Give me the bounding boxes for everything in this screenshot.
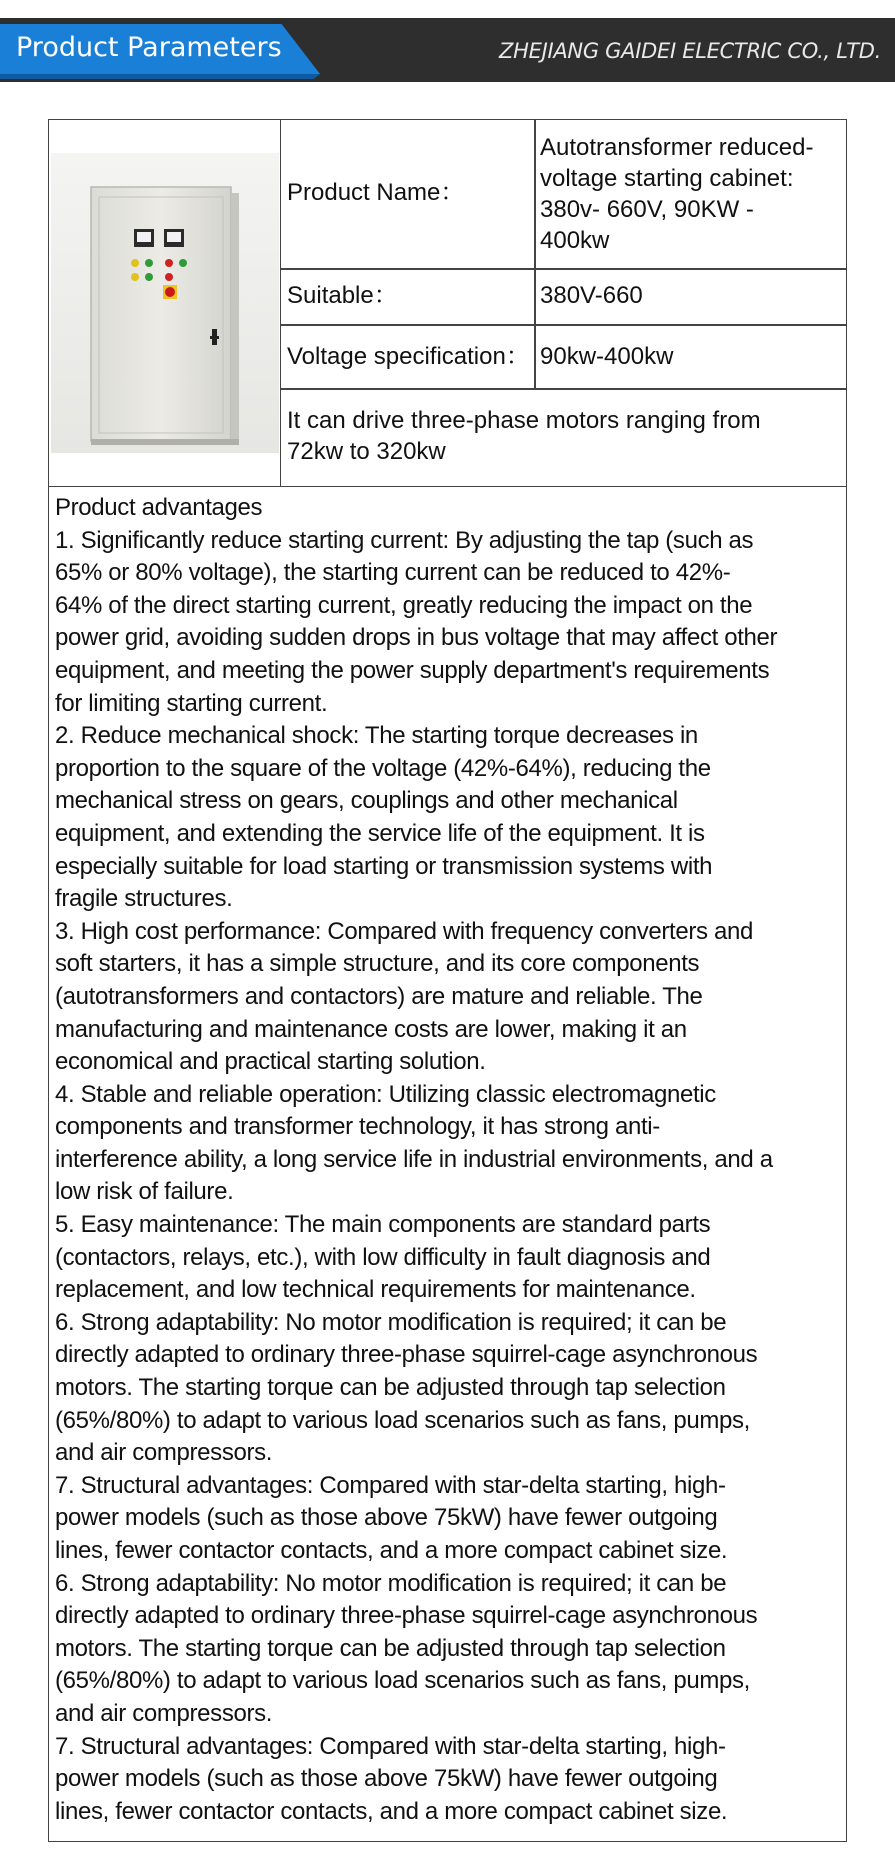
voltage-value bbox=[540, 341, 673, 372]
product-name-label bbox=[287, 177, 464, 208]
advantage-line: 6. Strong adaptability: No motor modification is required; it can be bbox=[55, 1308, 727, 1336]
advantages-heading: Product advantages bbox=[55, 494, 263, 521]
product-name-line: 380v- 660V, 90KW - bbox=[540, 196, 754, 223]
product-name-line: 400kw bbox=[540, 227, 610, 254]
advantage-line: (autotransformers and contactors) are mature and reliable. The bbox=[55, 982, 703, 1010]
advantage-line: 6. Strong adaptability: No motor modification is required; it can be bbox=[55, 1569, 727, 1597]
advantage-line: interference ability, a long service life in industrial environments, and a bbox=[55, 1145, 773, 1173]
advantage-line: equipment, and extending the service life of the equipment. It is bbox=[55, 819, 705, 847]
advantage-line: (65%/80%) to adapt to various load scenarios such as fans, pumps, bbox=[55, 1406, 750, 1434]
advantage-line: proportion to the square of the voltage (42%-64%), reducing the bbox=[55, 754, 711, 782]
advantage-line: 2. Reduce mechanical shock: The starting torque decreases in bbox=[55, 722, 698, 750]
advantage-line: power models (such as those above 75kW) have fewer outgoing bbox=[55, 1765, 718, 1793]
voltage-value-text: 90kw-400kw bbox=[540, 343, 674, 370]
advantage-line: equipment, and meeting the power supply department's requirements bbox=[55, 656, 770, 684]
advantage-line: especially suitable for load starting or transmission systems with bbox=[55, 852, 713, 880]
advantage-line: mechanical stress on gears, couplings and other mechanical bbox=[55, 787, 678, 815]
advantage-line: 1. Significantly reduce starting current: By adjusting the tap (such as bbox=[55, 526, 754, 554]
drive-range bbox=[287, 405, 842, 467]
suitable-label bbox=[287, 280, 398, 311]
table-divider bbox=[281, 388, 846, 390]
advantage-line: lines, fewer contactor contacts, and a more compact cabinet size. bbox=[55, 1797, 728, 1825]
company-name: ZHEJIANG GAIDEI ELECTRIC CO., LTD. bbox=[499, 39, 881, 63]
advantage-line: 7. Structural advantages: Compared with star-delta starting, high- bbox=[55, 1471, 726, 1499]
advantage-line: 3. High cost performance: Compared with frequency converters and bbox=[55, 917, 753, 945]
advantage-line: motors. The starting torque can be adjusted through tap selection bbox=[55, 1374, 726, 1402]
advantage-line: for limiting starting current. bbox=[55, 689, 328, 717]
advantage-line: and air compressors. bbox=[55, 1439, 273, 1467]
advantage-line: and air compressors. bbox=[55, 1699, 273, 1727]
drive-range-line: It can drive three-phase motors ranging from bbox=[287, 407, 761, 434]
suitable-label-text: Suitable： bbox=[287, 282, 398, 309]
advantage-line: 7. Structural advantages: Compared with star-delta starting, high- bbox=[55, 1732, 726, 1760]
advantage-line: components and transformer technology, it has strong anti- bbox=[55, 1113, 660, 1141]
voltage-label-text: Voltage specification： bbox=[287, 343, 530, 370]
advantage-line: directly adapted to ordinary three-phase squirrel-cage asynchronous bbox=[55, 1602, 758, 1630]
advantage-line: low risk of failure. bbox=[55, 1178, 234, 1206]
advantage-line: replacement, and low technical requirements for maintenance. bbox=[55, 1276, 696, 1304]
product-name-line: voltage starting cabinet: bbox=[540, 165, 794, 192]
advantage-line: soft starters, it has a simple structure, and its core components bbox=[55, 950, 700, 978]
advantage-line: power grid, avoiding sudden drops in bus voltage that may affect other bbox=[55, 624, 778, 652]
product-name-value bbox=[540, 132, 840, 256]
product-photo-cell bbox=[49, 120, 281, 486]
advantage-line: power models (such as those above 75kW) have fewer outgoing bbox=[55, 1504, 718, 1532]
advantage-line: (65%/80%) to adapt to various load scenarios such as fans, pumps, bbox=[55, 1667, 750, 1695]
advantage-line: motors. The starting torque can be adjusted through tap selection bbox=[55, 1634, 726, 1662]
product-photo bbox=[51, 153, 279, 453]
advantage-line: 5. Easy maintenance: The main components are standard parts bbox=[55, 1211, 711, 1239]
product-name-line: Autotransformer reduced- bbox=[540, 134, 814, 161]
advantage-line: directly adapted to ordinary three-phase squirrel-cage asynchronous bbox=[55, 1341, 758, 1369]
drive-range-line: 72kw to 320kw bbox=[287, 438, 446, 465]
advantage-line: (contactors, relays, etc.), with low difficulty in fault diagnosis and bbox=[55, 1243, 711, 1271]
advantage-line: fragile structures. bbox=[55, 885, 233, 913]
table-divider bbox=[534, 120, 536, 388]
section-title: Product Parameters bbox=[16, 32, 282, 63]
advantage-line: economical and practical starting solution. bbox=[55, 1048, 486, 1076]
product-name-label-text: Product Name： bbox=[287, 179, 465, 206]
table-divider bbox=[281, 324, 846, 326]
suitable-value bbox=[540, 280, 643, 311]
suitable-value-text: 380V-660 bbox=[540, 282, 643, 309]
parameter-table bbox=[48, 119, 847, 487]
advantage-line: manufacturing and maintenance costs are lower, making it an bbox=[55, 1015, 687, 1043]
advantage-line: 4. Stable and reliable operation: Utilizing classic electromagnetic bbox=[55, 1080, 716, 1108]
voltage-label bbox=[287, 341, 530, 372]
advantages-section bbox=[48, 486, 847, 1842]
advantage-line: 65% or 80% voltage), the starting current can be reduced to 42%- bbox=[55, 559, 731, 587]
header-tab-shadow bbox=[0, 74, 320, 79]
table-divider bbox=[281, 268, 846, 270]
advantage-line: lines, fewer contactor contacts, and a more compact cabinet size. bbox=[55, 1537, 728, 1564]
advantage-line: 64% of the direct starting current, greatly reducing the impact on the bbox=[55, 591, 753, 619]
